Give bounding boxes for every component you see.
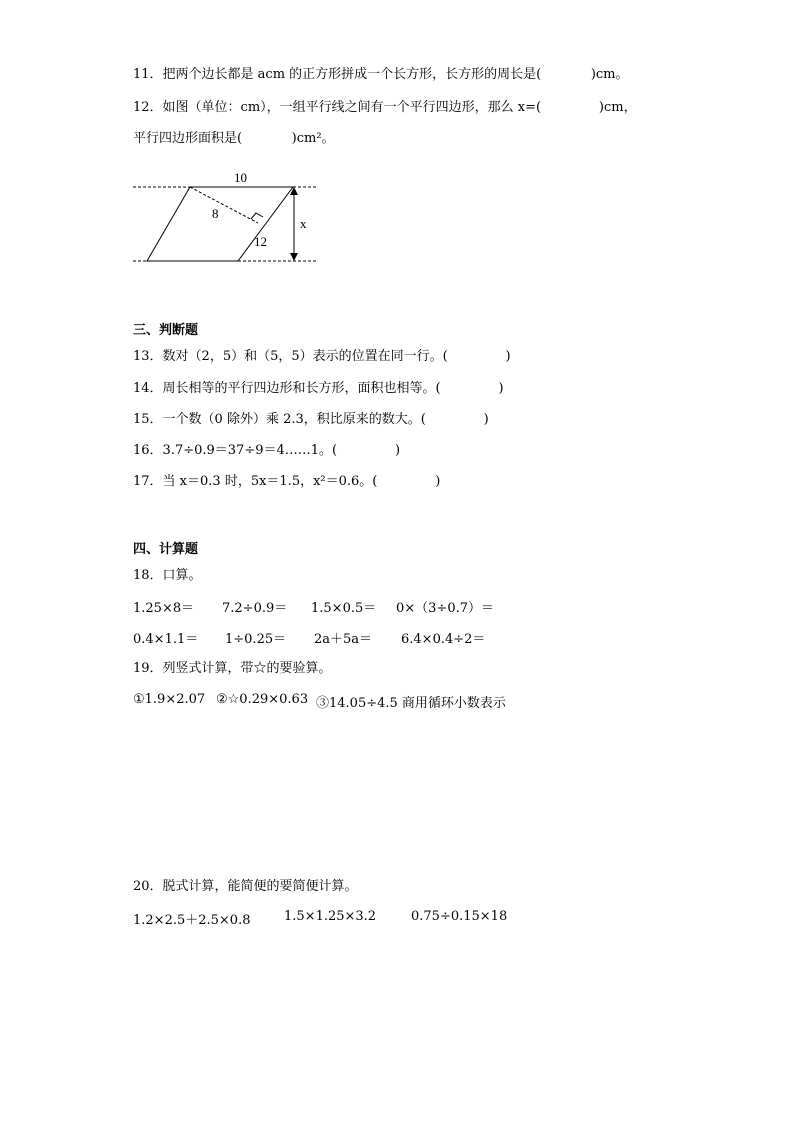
q20-item: 0.75÷0.15×18 bbox=[411, 909, 508, 924]
oral-item: 0.4×1.1＝ bbox=[133, 632, 199, 647]
label-10: 10 bbox=[234, 170, 247, 185]
q19-item: ②☆0.29×0.63 bbox=[216, 692, 309, 707]
label-12: 12 bbox=[254, 234, 267, 249]
question-19: 19．列竖式计算，带☆的要验算。 bbox=[133, 661, 332, 676]
question-15: 15．一个数（0 除外）乘 2.3，积比原来的数大。( ) bbox=[133, 412, 489, 427]
q20-item: 1.5×1.25×3.2 bbox=[284, 909, 377, 924]
question-16: 16．3.7÷0.9＝37÷9＝4……1。( ) bbox=[133, 443, 401, 458]
height-dashed-line bbox=[190, 187, 258, 223]
oral-item: 1÷0.25＝ bbox=[225, 632, 287, 647]
question-14: 14．周长相等的平行四边形和长方形，面积也相等。( ) bbox=[133, 381, 504, 396]
parallelogram-figure bbox=[128, 166, 328, 271]
parallelogram bbox=[147, 187, 293, 261]
section-3-title: 三、判断题 bbox=[133, 323, 199, 338]
question-18: 18．口算。 bbox=[133, 568, 202, 583]
question-17: 17．当 x＝0.3 时，5x＝1.5，x²＝0.6。( ) bbox=[133, 474, 441, 489]
question-13: 13．数对（2，5）和（5，5）表示的位置在同一行。( ) bbox=[133, 349, 511, 364]
oral-item: 7.2÷0.9＝ bbox=[222, 601, 288, 616]
x-arrow-top bbox=[290, 187, 298, 195]
question-20: 20．脱式计算，能简便的要简便计算。 bbox=[133, 879, 358, 894]
oral-item: 0×（3÷0.7）＝ bbox=[396, 601, 495, 616]
oral-item: 1.5×0.5＝ bbox=[311, 601, 377, 616]
x-arrow-bottom bbox=[290, 253, 298, 261]
q19-item: ①1.9×2.07 bbox=[133, 692, 206, 707]
oral-item: 6.4×0.4÷2＝ bbox=[401, 632, 486, 647]
label-x: x bbox=[300, 216, 307, 231]
question-11: 11．把两个边长都是 acm 的正方形拼成一个长方形，长方形的周长是( )cm。 bbox=[133, 67, 629, 82]
q19-item: ③14.05÷4.5 商用循环小数表示 bbox=[316, 696, 506, 711]
label-8: 8 bbox=[212, 206, 219, 221]
section-4-title: 四、计算题 bbox=[133, 542, 199, 557]
oral-item: 1.25×8＝ bbox=[133, 601, 195, 616]
right-angle-mark bbox=[251, 213, 263, 219]
oral-item: 2a＋5a＝ bbox=[314, 632, 373, 647]
question-12-line1: 12．如图（单位：cm），一组平行线之间有一个平行四边形，那么 x=( )cm， bbox=[133, 100, 637, 115]
question-12-line2: 平行四边形面积是( )cm²。 bbox=[133, 131, 335, 146]
q20-item: 1.2×2.5＋2.5×0.8 bbox=[133, 913, 251, 928]
